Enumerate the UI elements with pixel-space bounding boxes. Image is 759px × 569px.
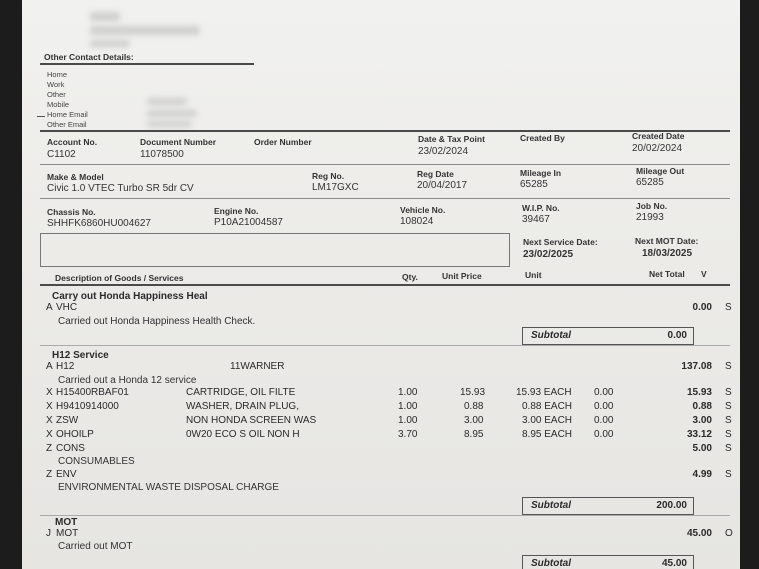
item-code: H12 [56,361,75,372]
engine-no: P10A21004587 [214,217,283,228]
notes-box [40,233,510,267]
divider [40,164,730,165]
contact-label: Other Email [47,120,87,129]
divider [40,284,730,286]
vehicle-no: 108024 [400,216,434,227]
subtotal-box [522,555,694,569]
line-item [46,443,736,457]
contact-heading: Other Contact Details: [44,52,134,62]
col-vat: V [701,269,707,279]
part-vat: S [725,429,732,440]
col-description: Description of Goods / Services [55,273,184,283]
redacted-block [147,121,192,127]
item-tech: 11WARNER [230,361,285,372]
part-unit: 8.95 EACH [522,429,573,440]
part-vat: S [725,387,732,398]
item-prefix: X [46,415,53,426]
subtotal-value: 0.00 [667,330,687,341]
part-qty: 1.00 [398,387,418,398]
divider [40,130,730,132]
line-item [46,469,736,483]
part-desc: WASHER, DRAIN PLUG, [186,401,299,412]
part-code: H15400RBAF01 [56,387,129,398]
item-net: 4.99 [692,469,712,480]
part-vat: S [725,401,732,412]
col-unit: Unit [525,270,542,280]
subtotal-label: Subtotal [531,330,571,341]
contact-label: Mobile [47,100,70,109]
chassis-no-label: Chassis No. [47,207,96,217]
part-qty: 1.00 [398,401,418,412]
item-net: 0.00 [692,302,712,313]
item-net: 5.00 [692,443,712,454]
part-row [46,401,736,415]
part-discount: 0.00 [594,401,614,412]
part-row [46,387,736,401]
next-mot-label: Next MOT Date: [635,236,699,246]
contact-label: Home [47,70,68,79]
wip-no-label: W.I.P. No. [522,203,560,213]
col-unit-price: Unit Price [442,271,482,281]
reg-date: 20/04/2017 [417,180,468,191]
item-prefix: Z [46,469,53,480]
part-code: ZSW [56,415,79,426]
reg-date-label: Reg Date [417,169,454,179]
part-code: H9410914000 [56,401,119,412]
vehicle-no-label: Vehicle No. [400,205,446,215]
part-desc: CARTRIDGE, OIL FILTE [186,387,296,398]
item-vat: S [725,469,732,480]
next-service-label: Next Service Date: [523,237,598,247]
contact-label: Work [47,80,65,89]
item-prefix: J [46,528,51,539]
document-number: 11078500 [140,149,184,160]
part-unit: 3.00 EACH [522,415,573,426]
item-description: Carried out Honda Happiness Health Check. [58,316,256,327]
item-description: CONSUMABLES [58,456,135,467]
divider [40,515,730,516]
item-description: Carried out MOT [58,541,133,552]
part-net: 3.00 [692,415,712,426]
part-discount: 0.00 [594,415,614,426]
order-number-label: Order Number [254,137,312,147]
redacted-block [90,12,120,21]
mileage-in: 65285 [520,179,548,190]
part-code: OHOILP [56,429,94,440]
subtotal-value: 200.00 [656,500,687,511]
part-qty: 3.70 [398,429,418,440]
account-no-label: Account No. [47,137,98,147]
invoice-page [22,0,740,569]
item-prefix: X [46,401,53,412]
line-item [46,528,736,542]
item-net: 45.00 [686,528,712,539]
mileage-out-label: Mileage Out [636,166,685,176]
item-description: ENVIRONMENTAL WASTE DISPOSAL CHARGE [58,482,279,493]
line-item [46,302,736,316]
divider [40,345,730,346]
subtotal-box [522,497,694,515]
account-no: C1102 [47,149,76,160]
margin-mark [37,116,45,117]
line-item [46,361,736,375]
part-row [46,415,736,429]
created-date-label: Created Date [632,131,685,141]
part-desc: 0W20 ECO S OIL NON H [186,429,300,440]
part-net: 15.93 [686,387,712,398]
section-title: MOT [55,517,78,528]
part-net: 33.12 [686,429,712,440]
wip-no: 39467 [522,214,550,225]
created-date: 20/02/2024 [632,143,683,154]
item-code: VHC [56,302,78,313]
col-net-total: Net Total [649,269,685,279]
mileage-out: 65285 [636,177,664,188]
engine-no-label: Engine No. [214,206,259,216]
section-title: H12 Service [52,350,109,361]
subtotal-label: Subtotal [531,500,571,511]
contact-label: Home Email [47,110,88,119]
contact-label: Other [47,90,66,99]
part-discount: 0.00 [594,429,614,440]
subtotal-box [522,327,694,345]
item-vat: S [725,302,732,313]
item-vat: S [725,443,732,454]
part-price: 3.00 [464,415,484,426]
part-discount: 0.00 [594,387,614,398]
subtotal-value: 45.00 [661,558,687,569]
next-service-date: 23/02/2025 [523,249,574,260]
item-net: 137.08 [681,361,712,372]
redacted-block [90,26,200,35]
part-row [46,429,736,443]
item-prefix: A [46,302,53,313]
item-code: CONS [56,443,85,454]
item-description: Carried out a Honda 12 service [58,375,197,386]
part-price: 15.93 [460,387,486,398]
date-tax-point: 23/02/2024 [418,146,469,157]
redacted-block [147,110,197,117]
col-qty: Qty. [402,272,418,282]
part-qty: 1.00 [398,415,418,426]
job-no: 21993 [636,212,664,223]
item-prefix: Z [46,443,53,454]
created-by-label: Created By [520,133,565,143]
mileage-in-label: Mileage In [520,168,562,178]
reg-no-label: Reg No. [312,171,345,181]
date-tax-point-label: Date & Tax Point [418,134,485,144]
reg-no: LM17GXC [312,182,359,193]
part-price: 8.95 [464,429,484,440]
item-prefix: X [46,387,53,398]
item-vat: O [725,528,733,539]
part-vat: S [725,415,732,426]
divider [40,63,254,65]
job-no-label: Job No. [636,201,668,211]
redacted-block [147,98,187,105]
divider [40,198,730,199]
part-unit: 0.88 EACH [522,401,573,412]
item-prefix: A [46,361,53,372]
next-mot-date: 18/03/2025 [642,248,693,259]
part-price: 0.88 [464,401,484,412]
make-model: Civic 1.0 VTEC Turbo SR 5dr CV [47,183,194,194]
document-number-label: Document Number [140,137,217,147]
part-unit: 15.93 EACH [516,387,572,398]
item-code: MOT [56,528,79,539]
item-vat: S [725,361,732,372]
part-desc: NON HONDA SCREEN WAS [186,415,317,426]
redacted-block [90,40,130,47]
chassis-no: SHHFK6860HU004627 [47,218,151,229]
subtotal-label: Subtotal [531,558,571,569]
make-model-label: Make & Model [47,172,104,182]
item-code: ENV [56,469,77,480]
part-net: 0.88 [692,401,712,412]
section-title: Carry out Honda Happiness Heal [52,291,208,302]
item-prefix: X [46,429,53,440]
